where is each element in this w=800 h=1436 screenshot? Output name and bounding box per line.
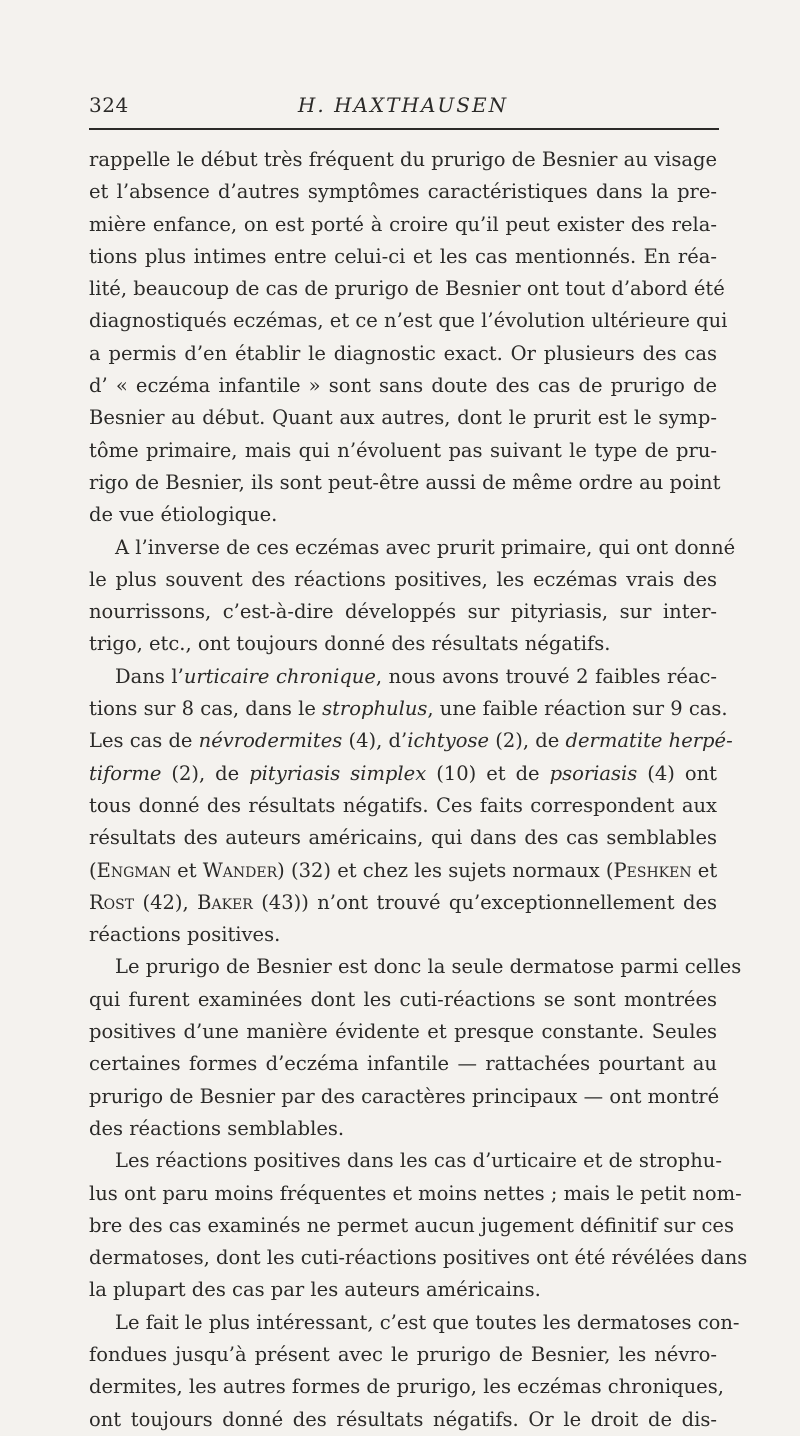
text-line [89, 1113, 717, 1145]
header-rule [89, 128, 719, 130]
text-line [89, 758, 717, 790]
text-segment: (4), d’ [342, 729, 408, 753]
italic-term: ichtyose [407, 729, 490, 753]
text-segment: tions plus intimes entre celui-ci et les cas mentionnés. En réa- [89, 244, 717, 268]
text-line [89, 499, 717, 531]
text-line [89, 338, 717, 370]
text-segment: tous donné des résultats négatifs. Ces faits correspondent aux [89, 793, 717, 817]
text-line [89, 919, 717, 951]
text-line [89, 628, 717, 660]
text-line [89, 564, 717, 596]
author-name: Baker [197, 890, 253, 914]
text-line [89, 855, 717, 887]
text-line [89, 887, 717, 919]
text-segment: des réactions semblables. [89, 1116, 345, 1140]
text-line [89, 1242, 748, 1274]
text-line [89, 435, 717, 467]
running-head: H. HAXTHAUSEN [297, 93, 509, 117]
text-line [89, 1210, 734, 1242]
page-number: 324 [89, 93, 129, 117]
text-segment: rigo de Besnier, ils sont peut-être aussi de même ordre au point [89, 470, 721, 494]
text-segment: (42), [134, 890, 198, 914]
text-segment: résultats des auteurs américains, qui dans des cas semblables [89, 826, 717, 850]
author-name: Rost [89, 890, 135, 914]
text-segment: a permis d’en établir le diagnostic exact. Or plusieurs des cas [89, 341, 717, 365]
text-line [89, 661, 717, 693]
text-line [89, 596, 717, 628]
text-line [89, 176, 717, 208]
text-segment: et [170, 858, 203, 882]
text-line [89, 725, 733, 757]
text-segment: (2), de [489, 729, 566, 753]
text-segment: ( [89, 858, 97, 882]
text-line [89, 370, 717, 402]
text-segment: , nous avons trouvé 2 faibles réac- [375, 664, 718, 688]
text-segment: Dans l’ [115, 664, 184, 688]
text-line [89, 144, 717, 176]
text-segment: lité, beaucoup de cas de prurigo de Besnier ont tout d’abord été [89, 277, 725, 301]
text-segment: de vue étiologique. [89, 503, 278, 527]
text-segment: A l’inverse de ces eczémas avec prurit primaire, qui ont donné [115, 535, 736, 559]
text-line [89, 1404, 717, 1436]
italic-term: névrodermites [198, 729, 343, 753]
text-line [89, 273, 725, 305]
text-segment: la plupart des cas par les auteurs américains. [89, 1278, 541, 1302]
text-segment: diagnostiqués eczémas, et ce n’est que l’évolution ultérieure qui [89, 309, 728, 333]
italic-term: pityriasis simplex [249, 761, 427, 785]
text-segment: lus ont paru moins fréquentes et moins nettes ; mais le petit nom- [89, 1181, 742, 1205]
text-segment: (4) ont [637, 761, 717, 785]
text-segment: prurigo de Besnier par des caractères principaux — ont montré [89, 1084, 720, 1108]
text-segment: , une faible réaction sur 9 cas. [427, 697, 728, 721]
text-line [89, 693, 728, 725]
text-line [89, 241, 717, 273]
italic-term: psoriasis [549, 761, 638, 785]
body-text [89, 144, 748, 1436]
text-segment: (43)) n’ont trouvé qu’exceptionnellement des [252, 890, 717, 914]
text-segment: Les réactions positives dans les cas d’urticaire et de strophu- [115, 1149, 722, 1173]
text-line [89, 790, 717, 822]
text-segment: nourrissons, c’est-à-dire développés sur pityriasis, sur inter- [89, 600, 717, 624]
text-line [89, 1048, 717, 1080]
text-segment: Le prurigo de Besnier est donc la seule dermatose parmi celles [115, 955, 742, 979]
author-name: Engman [96, 858, 171, 882]
italic-term: tiforme [89, 761, 162, 785]
text-line [89, 951, 742, 983]
text-line [89, 305, 728, 337]
text-segment: Le fait le plus intéressant, c’est que toutes les dermatoses con- [115, 1310, 740, 1334]
text-line [89, 1178, 742, 1210]
text-line [89, 1371, 724, 1403]
text-segment: fondues jusqu’à présent avec le prurigo de Besnier, les névro- [89, 1342, 717, 1366]
text-segment: tions sur 8 cas, dans le [89, 697, 323, 721]
italic-term: strophulus [322, 697, 428, 721]
text-line [89, 1145, 722, 1177]
text-segment: et l’absence d’autres symptômes caractéristiques dans la pre- [89, 180, 717, 204]
text-segment: trigo, etc., ont toujours donné des résultats négatifs. [89, 632, 611, 656]
text-segment: Les cas de [89, 729, 199, 753]
text-segment: (2), de [161, 761, 250, 785]
text-line [89, 984, 717, 1016]
text-line [89, 1016, 717, 1048]
text-segment: dermatoses, dont les cuti-réactions positives ont été révélées dans [89, 1246, 748, 1270]
italic-term: urticaire chronique [183, 664, 376, 688]
text-segment: dermites, les autres formes de prurigo, les eczémas chroniques, [89, 1375, 724, 1399]
text-segment: d’ « eczéma infantile » sont sans doute des cas de prurigo de [89, 374, 717, 398]
page-header [89, 93, 717, 125]
text-segment: et [691, 858, 718, 882]
text-segment: positives d’une manière évidente et presque constante. Seules [89, 1020, 717, 1044]
text-segment: bre des cas examinés ne permet aucun jugement définitif sur ces [89, 1213, 734, 1237]
text-segment: ) (32) et chez les sujets normaux ( [277, 858, 614, 882]
italic-term: dermatite herpé- [565, 729, 733, 753]
author-name: Wander [202, 858, 278, 882]
text-segment: ont toujours donné des résultats négatifs. Or le droit de dis- [89, 1407, 717, 1431]
text-line [89, 822, 717, 854]
text-segment: réactions positives. [89, 923, 281, 947]
text-segment: (10) et de [426, 761, 550, 785]
author-name: Peshken [613, 858, 692, 882]
text-line [89, 532, 736, 564]
text-segment: le plus souvent des réactions positives, les eczémas vrais des [89, 567, 717, 591]
text-line [89, 1081, 720, 1113]
text-segment: qui furent examinées dont les cuti-réactions se sont montrées [89, 987, 717, 1011]
text-line [89, 402, 717, 434]
text-segment: mière enfance, on est porté à croire qu’il peut exister des rela- [89, 212, 717, 236]
text-segment: certaines formes d’eczéma infantile — rattachées pourtant au [89, 1052, 717, 1076]
text-line [89, 1339, 717, 1371]
text-segment: rappelle le début très fréquent du prurigo de Besnier au visage [89, 148, 717, 171]
text-segment: Besnier au début. Quant aux autres, dont le prurit est le symp- [89, 406, 717, 430]
text-line [89, 209, 717, 241]
text-line [89, 1274, 717, 1306]
text-line [89, 467, 721, 499]
text-segment: tôme primaire, mais qui n’évoluent pas suivant le type de pru- [89, 438, 717, 462]
